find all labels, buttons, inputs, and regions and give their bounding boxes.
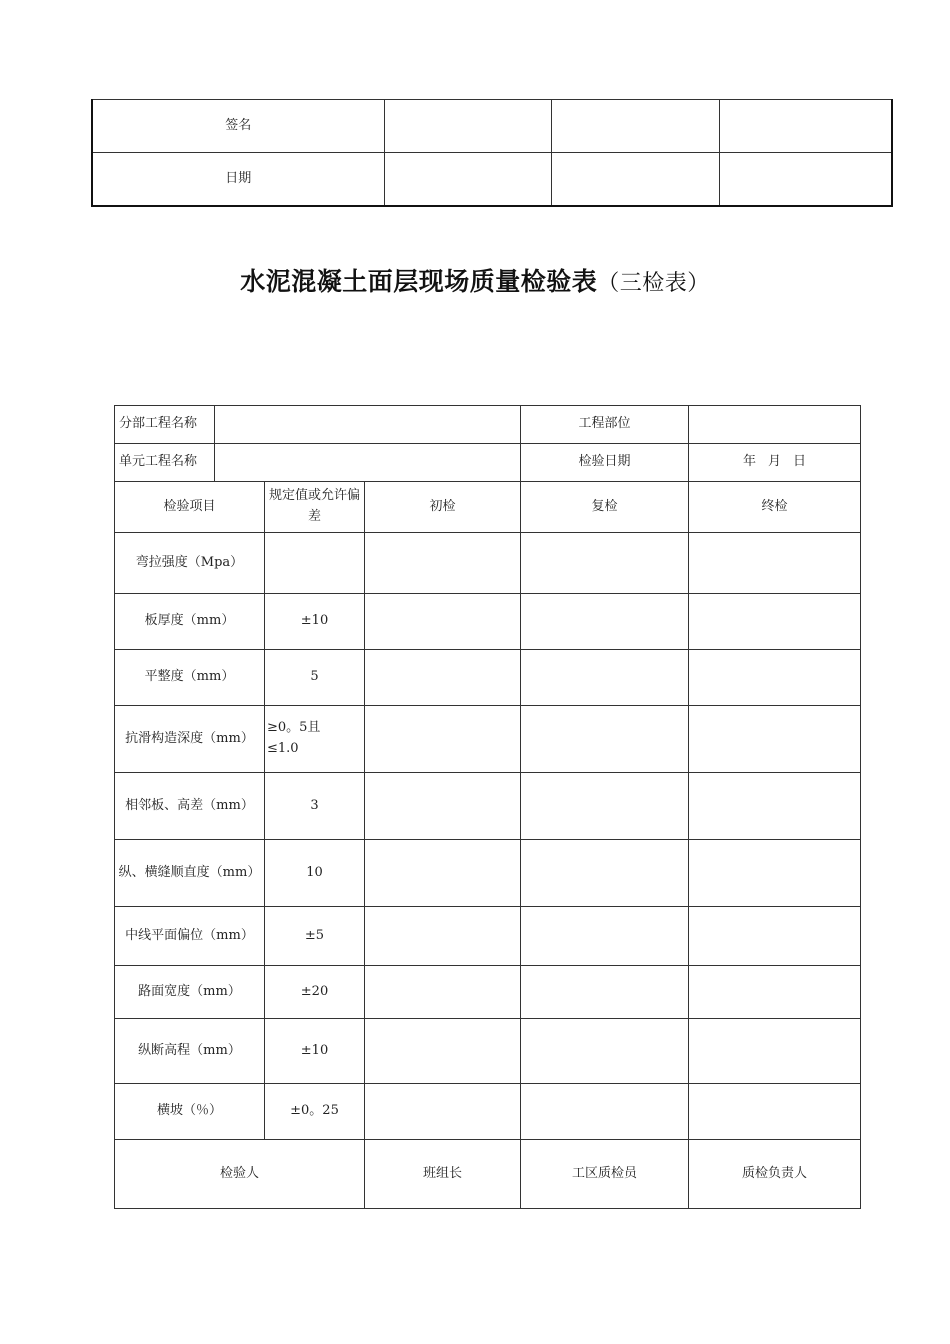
final-check-cell[interactable]	[689, 966, 861, 1019]
table-row	[115, 1084, 861, 1140]
item-tolerance: ±0。25	[265, 1084, 365, 1140]
date-cell[interactable]	[384, 153, 551, 207]
first-check-cell[interactable]	[365, 1019, 521, 1084]
item-tolerance: 5	[265, 650, 365, 706]
signature-cell[interactable]	[719, 100, 892, 153]
area-qc-label: 工区质检员	[521, 1140, 689, 1209]
inspector-label: 检验人	[115, 1140, 365, 1209]
item-name: 板厚度（mm）	[115, 594, 265, 650]
column-final: 终检	[689, 482, 861, 533]
table-row	[115, 773, 861, 840]
item-tolerance: ±10	[265, 594, 365, 650]
second-check-cell[interactable]	[521, 1084, 689, 1140]
item-tolerance: ±10	[265, 1019, 365, 1084]
item-name: 横坡（％）	[115, 1084, 265, 1140]
page-title	[0, 262, 950, 298]
final-check-cell[interactable]	[689, 1019, 861, 1084]
item-name: 相邻板、高差（mm）	[115, 773, 265, 840]
first-check-cell[interactable]	[365, 966, 521, 1019]
first-check-cell[interactable]	[365, 650, 521, 706]
item-name: 中线平面偏位（mm）	[115, 907, 265, 966]
team-leader-label: 班组长	[365, 1140, 521, 1209]
division-value[interactable]	[215, 406, 521, 444]
date-cell[interactable]	[551, 153, 719, 207]
first-check-cell[interactable]	[365, 840, 521, 907]
table-row	[115, 907, 861, 966]
final-check-cell[interactable]	[689, 773, 861, 840]
qc-head-label: 质检负责人	[689, 1140, 861, 1209]
date-year: 年	[743, 454, 757, 470]
signature-label: 签名	[92, 100, 384, 153]
title-suffix: （三检表）	[597, 271, 710, 296]
item-name: 平整度（mm）	[115, 650, 265, 706]
first-check-cell[interactable]	[365, 773, 521, 840]
date-label: 日期	[92, 153, 384, 207]
column-header-row	[115, 482, 861, 533]
final-check-cell[interactable]	[689, 594, 861, 650]
table-row	[115, 840, 861, 907]
division-label: 分部工程名称	[115, 406, 215, 444]
footer-row	[115, 1140, 861, 1209]
table-row	[115, 650, 861, 706]
item-name: 弯拉强度（Mpa）	[115, 533, 265, 594]
location-value[interactable]	[689, 406, 861, 444]
second-check-cell[interactable]	[521, 594, 689, 650]
second-check-cell[interactable]	[521, 773, 689, 840]
first-check-cell[interactable]	[365, 533, 521, 594]
final-check-cell[interactable]	[689, 907, 861, 966]
inspection-table	[114, 405, 861, 1209]
header-row-unit	[115, 444, 861, 482]
table-row	[115, 1019, 861, 1084]
first-check-cell[interactable]	[365, 1084, 521, 1140]
signature-cell[interactable]	[384, 100, 551, 153]
header-row-division	[115, 406, 861, 444]
first-check-cell[interactable]	[365, 907, 521, 966]
table-row	[115, 966, 861, 1019]
table-row	[115, 706, 861, 773]
item-tolerance: 10	[265, 840, 365, 907]
second-check-cell[interactable]	[521, 1019, 689, 1084]
item-tolerance: ±20	[265, 966, 365, 1019]
tolerance-line: ≥0。5且	[267, 720, 321, 736]
location-label: 工程部位	[521, 406, 689, 444]
second-check-cell[interactable]	[521, 533, 689, 594]
column-second: 复检	[521, 482, 689, 533]
first-check-cell[interactable]	[365, 594, 521, 650]
title-main: 水泥混凝土面层现场质量检验表	[240, 267, 598, 296]
table-row	[115, 533, 861, 594]
second-check-cell[interactable]	[521, 966, 689, 1019]
item-name: 纵断高程（mm）	[115, 1019, 265, 1084]
column-first: 初检	[365, 482, 521, 533]
final-check-cell[interactable]	[689, 650, 861, 706]
item-tolerance: ±5	[265, 907, 365, 966]
second-check-cell[interactable]	[521, 650, 689, 706]
unit-value[interactable]	[215, 444, 521, 482]
date-month: 月	[768, 454, 782, 470]
signature-row	[92, 100, 892, 153]
signature-cell[interactable]	[551, 100, 719, 153]
item-tolerance	[265, 533, 365, 594]
final-check-cell[interactable]	[689, 533, 861, 594]
final-check-cell[interactable]	[689, 706, 861, 773]
table-row	[115, 594, 861, 650]
final-check-cell[interactable]	[689, 840, 861, 907]
unit-label: 单元工程名称	[115, 444, 215, 482]
date-label: 检验日期	[521, 444, 689, 482]
second-check-cell[interactable]	[521, 840, 689, 907]
item-name: 路面宽度（mm）	[115, 966, 265, 1019]
column-tolerance: 规定值或允许偏差	[265, 482, 365, 533]
item-name: 纵、横缝顺直度（mm）	[115, 840, 265, 907]
item-tolerance	[265, 706, 365, 773]
item-tolerance: 3	[265, 773, 365, 840]
second-check-cell[interactable]	[521, 907, 689, 966]
signature-table	[91, 99, 893, 207]
item-name: 抗滑构造深度（mm）	[115, 706, 265, 773]
first-check-cell[interactable]	[365, 706, 521, 773]
inspection-date-field[interactable]	[689, 444, 861, 482]
date-cell[interactable]	[719, 153, 892, 207]
final-check-cell[interactable]	[689, 1084, 861, 1140]
column-item: 检验项目	[115, 482, 265, 533]
second-check-cell[interactable]	[521, 706, 689, 773]
date-row	[92, 153, 892, 207]
date-day: 日	[793, 454, 807, 470]
tolerance-line: ≤1.0	[267, 741, 299, 756]
